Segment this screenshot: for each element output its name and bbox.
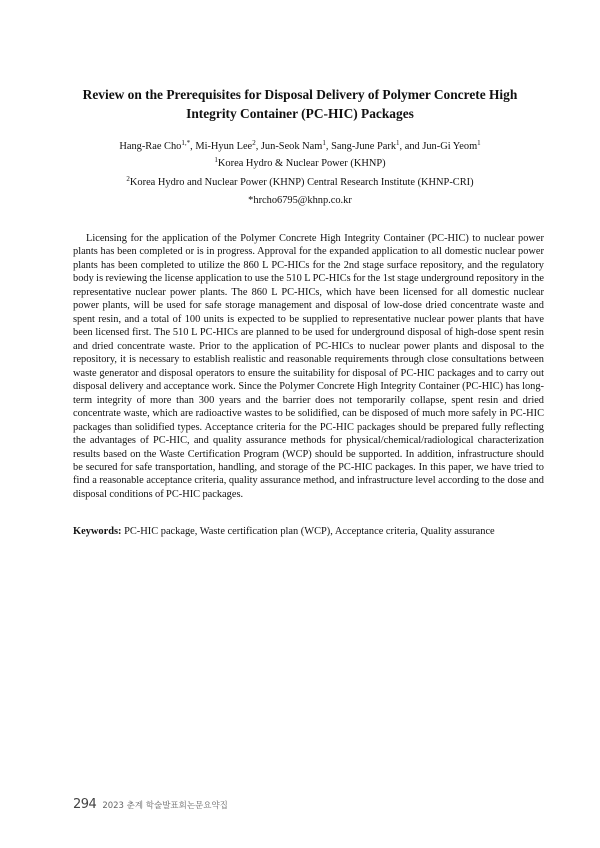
author-affiliation-mark: 1	[396, 139, 400, 147]
author-name: Sang-June Park	[331, 141, 397, 152]
affiliation-text: Korea Hydro & Nuclear Power (KHNP)	[217, 158, 386, 169]
author-separator: ,	[190, 141, 196, 152]
author-name: Hang-Rae Cho	[119, 141, 182, 152]
author-separator: , and	[399, 141, 423, 152]
corresponding-email: *hrcho6795@khnp.co.kr	[248, 195, 352, 206]
author-name: Mi-Hyun Lee	[195, 141, 253, 152]
keywords	[73, 525, 553, 539]
author-affiliation-mark: 2	[252, 139, 256, 147]
author-name: Jun-Gi Yeom	[422, 141, 478, 152]
author-separator: ,	[325, 141, 332, 152]
affiliation-mark: 2	[126, 175, 130, 183]
keywords-label: Keywords:	[73, 526, 122, 537]
page-number: 294	[73, 797, 97, 812]
proceedings-title: 2023 춘계 학술발표회논문요약집	[102, 801, 228, 811]
author-affiliation-mark: 1	[322, 139, 326, 147]
author-affiliation-mark: 1,*	[181, 139, 191, 147]
author-affiliation-mark: 1	[477, 139, 481, 147]
affiliation-mark: 1	[214, 156, 218, 164]
abstract-body: Licensing for the application of the Polymer Concrete High Integrity Container (PC-HIC) to nuclear power plants has been completed or is in progress. Approval for the expanded application to all domestic nuclear power plants has been completed to utilize the 860 L PC-HICs for the 2nd stage surface repository, and the regulatory body is reviewing the license application to use the 510 L PC-HICs for the 1st stage underground repository in the representative nuclear power plants. The 860 L PC-HICs, which have been licensed for all domestic nuclear power plants, will be used for safe storage management and disposal of low-dose dried concentrate waste and spent resin, and a total of 100 units is expected to be supplied to representative nuclear power plants that have been licensed first. The 510 L PC-HICs are planned to be used for underground disposal of high-dose spent resin and dried concentrate waste. Prior to the application of PC-HICs to nuclear power plants and disposal to the repository, it is necessary to establish realistic and reasonable requirements through close consultations between waste generator and disposal operators to ensure the suitability for disposal of PC-HIC packages and to carry out disposal delivery and acceptance work. Since the Polymer Concrete High Integrity Container (PC-HIC) has long-term integrity of more than 300 years and the barrier does not temporarily collapse, spent resin and dried concentrate waste, which are radioactive wastes to be solidified, can be disposed of much more safely in PC-HIC packages than solidified types. Acceptance criteria for the PC-HIC packages should be prepared fully reflecting the advantages of PC-HIC, and quality assurance methods for physical/chemical/radiological characterization results based on the Waste Certification Program (WCP) should be supported. In addition, infrastructure should be secured for safe transportation, handling, and storage of the PC-HIC packages. In this paper, we have tried to find a reasonable acceptance criteria, quality assurance method, and infrastructure level according to the dose and disposal conditions of PC-HIC packages.	[73, 233, 544, 500]
page-footer	[73, 793, 373, 812]
author-list	[40, 140, 560, 154]
affiliation-2	[40, 176, 560, 190]
author-separator: ,	[255, 141, 261, 152]
keywords-list: PC-HIC package, Waste certification plan (WCP), Acceptance criteria, Quality assurance	[124, 526, 495, 537]
affiliation-1	[40, 157, 560, 171]
paper-title: Review on the Prerequisites for Disposal Delivery of Polymer Concrete High Integrity Container (PC-HIC) Packages	[82, 87, 518, 121]
affiliation-text: Korea Hydro and Nuclear Power (KHNP) Central Research Institute (KHNP-CRI)	[129, 177, 474, 188]
author-name: Jun-Seok Nam	[260, 141, 323, 152]
